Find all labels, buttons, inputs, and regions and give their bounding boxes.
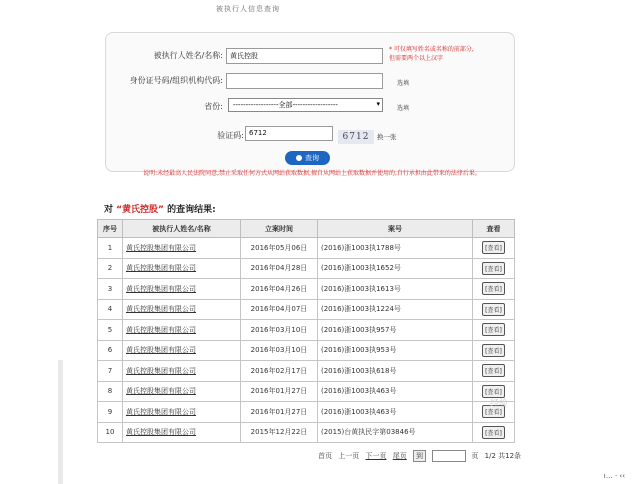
row-index: 9 — [98, 402, 123, 423]
province-select[interactable] — [228, 98, 383, 112]
row-name-link[interactable]: 黄氏控股集团有限公司 — [126, 407, 196, 416]
row-name-link[interactable]: 黄氏控股集团有限公司 — [126, 325, 196, 334]
id-input[interactable] — [226, 73, 383, 89]
row-index: 1 — [98, 238, 123, 259]
table-header-row — [98, 220, 515, 238]
header-view: 查看 — [473, 220, 515, 238]
header-index: 序号 — [98, 220, 123, 238]
view-button[interactable]: [查看] — [482, 344, 505, 357]
row-view-cell — [473, 320, 515, 341]
table-row — [98, 299, 515, 320]
captcha-refresh-link[interactable]: 换一张 — [377, 133, 397, 141]
row-name-link[interactable]: 黄氏控股集团有限公司 — [126, 284, 196, 293]
row-filing-date: 2016年01月27日 — [241, 381, 318, 402]
row-filing-date: 2016年03月10日 — [241, 320, 318, 341]
footer-corner-text: ı… · ‹‹ — [603, 472, 625, 480]
row-index: 8 — [98, 381, 123, 402]
result-title-prefix: 对 — [104, 205, 117, 215]
results-table — [97, 219, 515, 443]
view-button[interactable]: [查看] — [482, 303, 505, 316]
row-filing-date: 2016年02月17日 — [241, 361, 318, 382]
row-name-link[interactable]: 黄氏控股集团有限公司 — [126, 428, 196, 437]
row-filing-date: 2016年01月27日 — [241, 402, 318, 423]
row-filing-date: 2016年04月07日 — [241, 299, 318, 320]
query-button[interactable] — [285, 151, 330, 165]
legal-notice: 说明:未经最高人民法院同意,禁止采取任何方式从网站获取数据,擅自从网站上获取数据并使用的,自行承担由此带来的法律后果。 — [143, 170, 481, 177]
pager-page-unit: 页 — [471, 452, 479, 460]
row-view-cell — [473, 361, 515, 382]
pager-prev[interactable]: 上一页 — [338, 452, 360, 460]
view-button[interactable]: [查看] — [482, 282, 505, 295]
row-name-cell — [123, 279, 241, 300]
row-case-number: (2016)浙1003执1224号 — [318, 299, 473, 320]
row-index: 5 — [98, 320, 123, 341]
pager-go-button[interactable]: 到 — [413, 450, 426, 462]
province-hint: 选填 — [397, 105, 410, 112]
name-label: 被执行人姓名/名称: — [153, 51, 223, 60]
row-name-cell — [123, 361, 241, 382]
pager-page-input[interactable] — [432, 450, 466, 462]
table-row — [98, 422, 515, 443]
view-button[interactable]: [查看] — [482, 323, 505, 336]
row-name-cell — [123, 422, 241, 443]
row-case-number: (2015)台黄执民字第03846号 — [318, 422, 473, 443]
view-button[interactable]: [查看] — [482, 364, 505, 377]
view-button[interactable]: [查看] — [482, 426, 505, 439]
row-name-link[interactable]: 黄氏控股集团有限公司 — [126, 243, 196, 252]
table-row — [98, 238, 515, 259]
row-view-cell — [473, 422, 515, 443]
table-row — [98, 340, 515, 361]
row-case-number: (2016)浙1003执463号 — [318, 381, 473, 402]
row-index: 2 — [98, 258, 123, 279]
row-case-number: (2016)浙1003执957号 — [318, 320, 473, 341]
header-case-number: 案号 — [318, 220, 473, 238]
table-row — [98, 320, 515, 341]
id-label: 身份证号码/组织机构代码: — [129, 76, 223, 85]
row-case-number: (2016)浙1003执1788号 — [318, 238, 473, 259]
row-view-cell — [473, 279, 515, 300]
view-button[interactable]: [查看] — [482, 405, 505, 418]
table-row — [98, 258, 515, 279]
table-row — [98, 361, 515, 382]
view-button[interactable]: [查看] — [482, 385, 505, 398]
province-label: 省份: — [204, 102, 223, 111]
id-hint: 选填 — [397, 80, 410, 87]
table-row — [98, 402, 515, 423]
row-name-link[interactable]: 黄氏控股集团有限公司 — [126, 366, 196, 375]
view-button[interactable]: [查看] — [482, 262, 505, 275]
result-title — [104, 202, 216, 215]
row-index: 4 — [98, 299, 123, 320]
query-button-label: 查询 — [305, 154, 319, 162]
row-case-number: (2016)浙1003执463号 — [318, 402, 473, 423]
row-name-link[interactable]: 黄氏控股集团有限公司 — [126, 346, 196, 355]
row-view-cell — [473, 340, 515, 361]
search-icon — [296, 155, 302, 161]
row-name-link[interactable]: 黄氏控股集团有限公司 — [126, 387, 196, 396]
row-index: 3 — [98, 279, 123, 300]
name-hint: * 可仅填写姓名或名称的前部分, 但需要两个以上汉字 — [389, 46, 474, 62]
row-name-cell — [123, 238, 241, 259]
table-row — [98, 381, 515, 402]
row-case-number: (2016)浙1003执1652号 — [318, 258, 473, 279]
pager-first[interactable]: 首页 — [318, 452, 332, 460]
view-button[interactable]: [查看] — [482, 241, 505, 254]
pager-next[interactable]: 下一页 — [365, 452, 387, 460]
name-input[interactable]: 黄氏控股 — [226, 48, 383, 64]
row-view-cell — [473, 299, 515, 320]
row-index: 7 — [98, 361, 123, 382]
row-index: 6 — [98, 340, 123, 361]
chevron-down-icon: ▾ — [376, 100, 380, 108]
row-filing-date: 2016年04月28日 — [241, 258, 318, 279]
pagination — [318, 450, 525, 462]
table-row — [98, 279, 515, 300]
row-filing-date: 2015年12月22日 — [241, 422, 318, 443]
row-case-number: (2016)浙1003执1613号 — [318, 279, 473, 300]
row-name-cell — [123, 381, 241, 402]
captcha-input[interactable]: 6712 — [245, 126, 333, 141]
pager-last[interactable]: 尾页 — [392, 452, 407, 460]
watermark: 经验 — [490, 399, 509, 409]
result-title-keyword: “黄氏控股” — [116, 205, 164, 215]
row-case-number: (2016)浙1003执618号 — [318, 361, 473, 382]
province-select-value: ------------------全部------------------ — [233, 101, 338, 109]
row-filing-date: 2016年04月26日 — [241, 279, 318, 300]
header-filing-date: 立案时间 — [241, 220, 318, 238]
row-filing-date: 2016年03月10日 — [241, 340, 318, 361]
row-index: 10 — [98, 422, 123, 443]
captcha-image: 6712 — [338, 130, 374, 144]
header-name: 被执行人姓名/名称 — [123, 220, 241, 238]
row-name-cell — [123, 258, 241, 279]
top-cut-text: 被执行人信息查询 — [216, 5, 280, 13]
row-name-cell — [123, 320, 241, 341]
row-view-cell — [473, 258, 515, 279]
left-scroll-strip — [58, 360, 63, 484]
row-case-number: (2016)浙1003执953号 — [318, 340, 473, 361]
row-name-link[interactable]: 黄氏控股集团有限公司 — [126, 264, 196, 273]
pager-summary: 1/2 共12条 — [484, 452, 522, 460]
result-title-suffix: 的查询结果: — [163, 205, 216, 215]
row-name-cell — [123, 340, 241, 361]
row-filing-date: 2016年05月06日 — [241, 238, 318, 259]
row-name-cell — [123, 299, 241, 320]
row-name-cell — [123, 402, 241, 423]
row-name-link[interactable]: 黄氏控股集团有限公司 — [126, 305, 196, 314]
row-view-cell — [473, 238, 515, 259]
captcha-label: 验证码: — [217, 131, 244, 140]
